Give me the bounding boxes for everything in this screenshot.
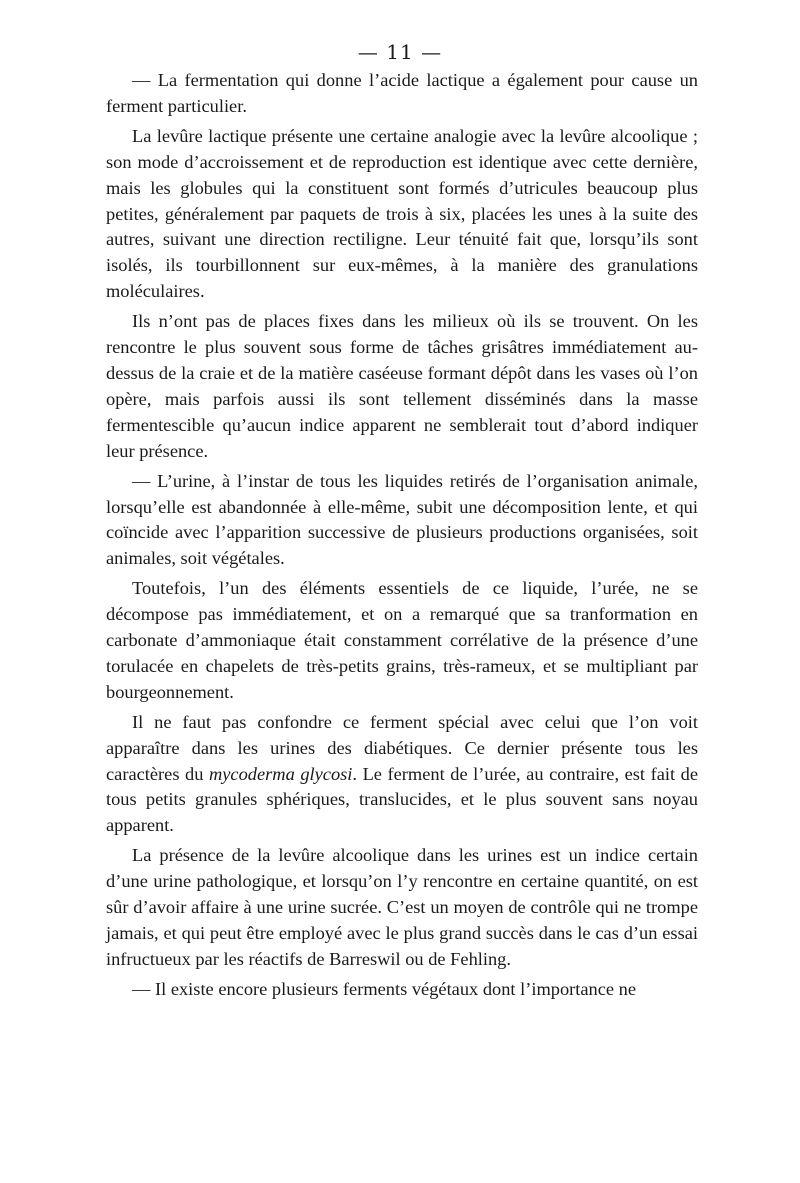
paragraph-alcoholic-yeast: La présence de la levûre alcoolique dans les urines est un indice certain d’une urine pathologique, et lorsqu’on l’y rencontre en certaine quantité, on est sûr d’avoir affaire à une urine sucrée. C’est un moyen de contrôle qui ne trompe jamais, et qui peut être employé avec le plus grand succès dans le cas d’un essai infructueux par les réactifs de Barreswil ou de Fehling. bbox=[106, 845, 698, 969]
paragraph-location: Ils n’ont pas de places fixes dans les milieux où ils se trouvent. On les rencontre le plus souvent sous forme de tâches grisâtres immédiatement au-dessus de la craie et de la matière caséeuse formant dépôt dans les vases où l’on opère, mais parfois aussi ils sont tellement disséminés dans la masse fermentescible qu’aucun indice apparent ne semblerait tout d’abord indiquer leur présence. bbox=[106, 311, 698, 461]
paragraph-urine: — L’urine, à l’instar de tous les liquides retirés de l’organisation animale, lorsqu’elle est abandonnée à elle-même, subit une décomposition lente, et qui coïncide avec l’apparition successive de plusieurs productions organisées, soit animales, soit végétales. bbox=[106, 470, 698, 569]
species-name: mycoderma glycosi bbox=[208, 763, 353, 784]
ferment-text-after: . Le ferment de l’urée, au contraire, est fait de tous petits granules sphériques, translucides, et le plus souvent sans noyau apparent. bbox=[106, 763, 698, 836]
page-number: — 11 — bbox=[357, 40, 443, 64]
paragraph-diabetic-ferment bbox=[106, 710, 698, 840]
body-text bbox=[106, 68, 698, 1003]
paragraph-other-ferments: — Il existe encore plusieurs ferments végétaux dont l’importance ne bbox=[132, 978, 637, 999]
paragraph-lactic-fermentation: — La fermentation qui donne l’acide lactique a également pour cause un ferment particulier. bbox=[106, 70, 698, 116]
ferment-text-before: Il ne faut pas confondre ce ferment spécial avec celui que l’on voit apparaître dans les urines des diabétiques. Ce dernier présente tous les caractères du bbox=[106, 711, 698, 784]
paragraph-lactic-yeast: La levûre lactique présente une certaine analogie avec la levûre alcoolique ; son mode d’accroissement et de reproduction est identique avec cette dernière, mais les globules qui la constituent sont formés d’utricules beaucoup plus petites, généralement par paquets de trois à six, placées les unes à la suite des autres, suivant une direction rectiligne. Leur ténuité fait que, lorsqu’ils sont isolés, ils tourbillonnent sur eux-mêmes, à la manière des granulations moléculaires. bbox=[106, 125, 698, 302]
paragraph-urea: Toutefois, l’un des éléments essentiels de ce liquide, l’urée, ne se décompose pas immédiatement, et on a remarqué que sa tranformation en carbonate d’ammoniaque était constamment corrélative de la présence d’une torulacée en chapelets de très-petits grains, très-rameux, et se multipliant par bourgeonnement. bbox=[106, 578, 698, 702]
